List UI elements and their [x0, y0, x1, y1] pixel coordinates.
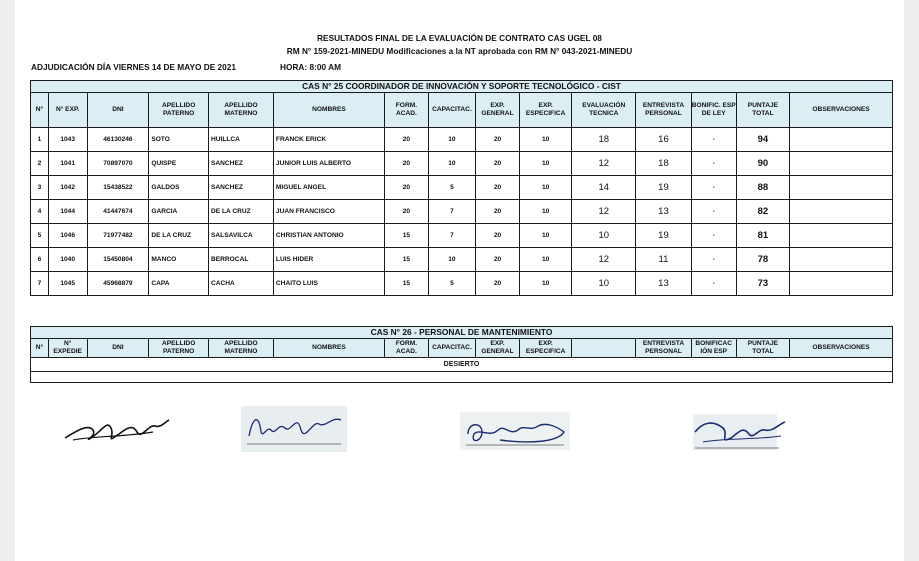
table-cell: 10 [428, 128, 475, 152]
cas25-body [31, 128, 893, 296]
table-cell: DE LA CRUZ [209, 200, 274, 224]
table-row [31, 200, 893, 224]
table-cell: 10 [519, 152, 571, 176]
table-cell: CACHA [209, 272, 274, 296]
cas25-table [30, 80, 893, 296]
cas26-col-header: ENTREVISTA PERSONAL [636, 339, 692, 358]
table-cell: 71977482 [87, 224, 149, 248]
table-cell: 10 [572, 272, 636, 296]
table-cell: 16 [636, 128, 692, 152]
table-cell: - [691, 200, 736, 224]
table-cell [790, 128, 893, 152]
table-row [31, 176, 893, 200]
table-cell: 6 [31, 248, 49, 272]
table-row [31, 272, 893, 296]
cas25-col-header: EXP. ESPECIFICA [519, 93, 571, 128]
table-cell: 12 [572, 200, 636, 224]
table-cell: - [691, 176, 736, 200]
cas26-table [30, 326, 893, 383]
cas25-col-header: ENTREVISTA PERSONAL [636, 93, 692, 128]
cas25-col-header: N° EXP. [48, 93, 87, 128]
table-cell: 3 [31, 176, 49, 200]
table-cell: 78 [736, 248, 789, 272]
table-cell: SALSAVILCA [209, 224, 274, 248]
table-cell: MANCO [149, 248, 209, 272]
cas26-empty-row [31, 372, 893, 383]
table-row [31, 224, 893, 248]
cas25-col-header: DNI [87, 93, 149, 128]
adjudication-time: HORA: 8:00 AM [280, 62, 342, 72]
table-cell: 1043 [48, 128, 87, 152]
table-cell [790, 200, 893, 224]
table-cell: 7 [31, 272, 49, 296]
table-row [31, 248, 893, 272]
cas26-col-header: NOMBRES [273, 339, 384, 358]
table-cell: 11 [636, 248, 692, 272]
table-cell [790, 224, 893, 248]
cas26-col-header: PUNTAJE TOTAL [736, 339, 789, 358]
table-cell: SANCHEZ [209, 152, 274, 176]
table-cell: 18 [636, 152, 692, 176]
table-cell: 7 [428, 224, 475, 248]
table-cell: 15 [384, 224, 428, 248]
table-cell: 82 [736, 200, 789, 224]
cas26-header-row [31, 339, 893, 358]
table-cell: 73 [736, 272, 789, 296]
table-cell: CHRISTIAN ANTONIO [273, 224, 384, 248]
table-cell: 19 [636, 176, 692, 200]
table-cell: FRANCK ERICK [273, 128, 384, 152]
cas25-col-header: APELLIDO PATERNO [149, 93, 209, 128]
cas25-col-header: BONIFIC. ESP DE LEY [691, 93, 736, 128]
cas26-col-header: EXP. ESPECIFICA [519, 339, 571, 358]
table-row [31, 128, 893, 152]
table-cell: 10 [519, 248, 571, 272]
table-cell: 70897070 [87, 152, 149, 176]
table-cell: 15438522 [87, 176, 149, 200]
table-cell: 4 [31, 200, 49, 224]
table-cell: 20 [476, 272, 520, 296]
table-cell: 15 [384, 248, 428, 272]
table-cell [790, 176, 893, 200]
cas26-col-header: EXP. GENERAL [476, 339, 520, 358]
table-cell: 14 [572, 176, 636, 200]
table-cell: 10 [572, 224, 636, 248]
table-cell [790, 248, 893, 272]
table-cell: 5 [428, 272, 475, 296]
table-cell: 20 [384, 176, 428, 200]
cas26-title: CAS N° 26 - PERSONAL DE MANTENIMIENTO [31, 327, 893, 339]
table-cell: 1041 [48, 152, 87, 176]
adjudication-date: ADJUDICACIÓN DÍA VIERNES 14 DE MAYO DE 2021 [31, 62, 237, 72]
table-cell: 20 [476, 200, 520, 224]
cas25-col-header: EXP. GENERAL [476, 93, 520, 128]
table-cell: - [691, 128, 736, 152]
cas26-desierto: DESIERTO [31, 358, 893, 372]
table-cell: 20 [476, 248, 520, 272]
table-cell: 13 [636, 272, 692, 296]
table-cell: 1040 [48, 248, 87, 272]
table-cell: 18 [572, 128, 636, 152]
table-cell: 13 [636, 200, 692, 224]
table-cell: 90 [736, 152, 789, 176]
table-cell: 1042 [48, 176, 87, 200]
cas26-col-header: APELLIDO PATERNO [149, 339, 209, 358]
table-cell: 10 [428, 152, 475, 176]
signature-4 [683, 410, 791, 454]
table-cell: - [691, 248, 736, 272]
cas26-col-header: FORM. ACAD. [384, 339, 428, 358]
table-cell: 46130246 [87, 128, 149, 152]
table-cell: 10 [519, 200, 571, 224]
table-cell: 19 [636, 224, 692, 248]
cas26-col-header: OBSERVACIONES [790, 339, 893, 358]
cas26-col-header: N° EXPEDIE [48, 339, 87, 358]
table-cell: 45968879 [87, 272, 149, 296]
signature-1 [63, 410, 173, 450]
cas25-col-header: APELLIDO MATERNO [209, 93, 274, 128]
table-cell: 15 [384, 272, 428, 296]
cas26-col-header: APELLIDO MATERNO [209, 339, 274, 358]
table-cell: 41447674 [87, 200, 149, 224]
table-cell: GARCIA [149, 200, 209, 224]
table-cell: 15450804 [87, 248, 149, 272]
table-cell: 20 [384, 152, 428, 176]
cas26-col-header: N° [31, 339, 49, 358]
table-cell: 20 [476, 224, 520, 248]
table-cell: JUAN FRANCISCO [273, 200, 384, 224]
table-cell: 5 [31, 224, 49, 248]
table-cell: 1046 [48, 224, 87, 248]
cas25-header-row [31, 93, 893, 128]
table-cell: 20 [476, 152, 520, 176]
cas26-col-header: CAPACITAC. [428, 339, 475, 358]
cas26-col-header: BONIFICAC IÓN ESP [691, 339, 736, 358]
table-cell: 10 [519, 128, 571, 152]
table-cell: 1044 [48, 200, 87, 224]
table-cell: 10 [519, 224, 571, 248]
table-cell: 10 [428, 248, 475, 272]
table-cell: 20 [476, 176, 520, 200]
table-cell: - [691, 224, 736, 248]
cas26-col-header: DNI [87, 339, 149, 358]
cas25-col-header: N° [31, 93, 49, 128]
cas25-col-header: CAPACITAC. [428, 93, 475, 128]
table-cell: MIGUEL ANGEL [273, 176, 384, 200]
table-cell: JUNIOR LUIS ALBERTO [273, 152, 384, 176]
table-cell: CHAITO LUIS [273, 272, 384, 296]
table-cell: BERROCAL [209, 248, 274, 272]
table-cell: 81 [736, 224, 789, 248]
table-cell: 10 [519, 272, 571, 296]
table-cell: 10 [519, 176, 571, 200]
table-cell: 5 [428, 176, 475, 200]
cas25-col-header: OBSERVACIONES [790, 93, 893, 128]
table-cell: SOTO [149, 128, 209, 152]
table-cell: 1045 [48, 272, 87, 296]
table-cell: 20 [476, 128, 520, 152]
table-cell: SANCHEZ [209, 176, 274, 200]
table-cell: QUISPE [149, 152, 209, 176]
table-cell [790, 272, 893, 296]
cas25-col-header: EVALUACIÓN TECNICA [572, 93, 636, 128]
cas25-col-header: FORM. ACAD. [384, 93, 428, 128]
table-cell: 20 [384, 128, 428, 152]
report-title: RESULTADOS FINAL DE LA EVALUACIÓN DE CONTRATO CAS UGEL 08 [317, 33, 602, 43]
table-cell: 7 [428, 200, 475, 224]
table-cell: 88 [736, 176, 789, 200]
table-cell: GALDOS [149, 176, 209, 200]
table-cell: - [691, 272, 736, 296]
table-cell: 12 [572, 152, 636, 176]
table-cell [790, 152, 893, 176]
table-cell: CAPA [149, 272, 209, 296]
document-page [15, 0, 904, 561]
table-cell: DE LA CRUZ [149, 224, 209, 248]
table-cell: 94 [736, 128, 789, 152]
cas26-col-header [572, 339, 636, 358]
table-cell: 1 [31, 128, 49, 152]
signature-3 [460, 412, 570, 450]
cas25-col-header: PUNTAJE TOTAL [736, 93, 789, 128]
report-subtitle: RM N° 159-2021-MINEDU Modificaciones a la NT aprobada con RM N° 043-2021-MINEDU [286, 46, 633, 56]
table-cell: 20 [384, 200, 428, 224]
table-cell: - [691, 152, 736, 176]
table-cell: 2 [31, 152, 49, 176]
table-cell: LUIS HIDER [273, 248, 384, 272]
signature-2 [241, 406, 347, 452]
cas25-title: CAS N° 25 COORDINADOR DE INNOVACIÓN Y SOPORTE TECNOLÓGICO - CIST [31, 81, 893, 93]
table-row [31, 152, 893, 176]
table-cell: 12 [572, 248, 636, 272]
cas25-col-header: NOMBRES [273, 93, 384, 128]
table-cell: HUILLCA [209, 128, 274, 152]
